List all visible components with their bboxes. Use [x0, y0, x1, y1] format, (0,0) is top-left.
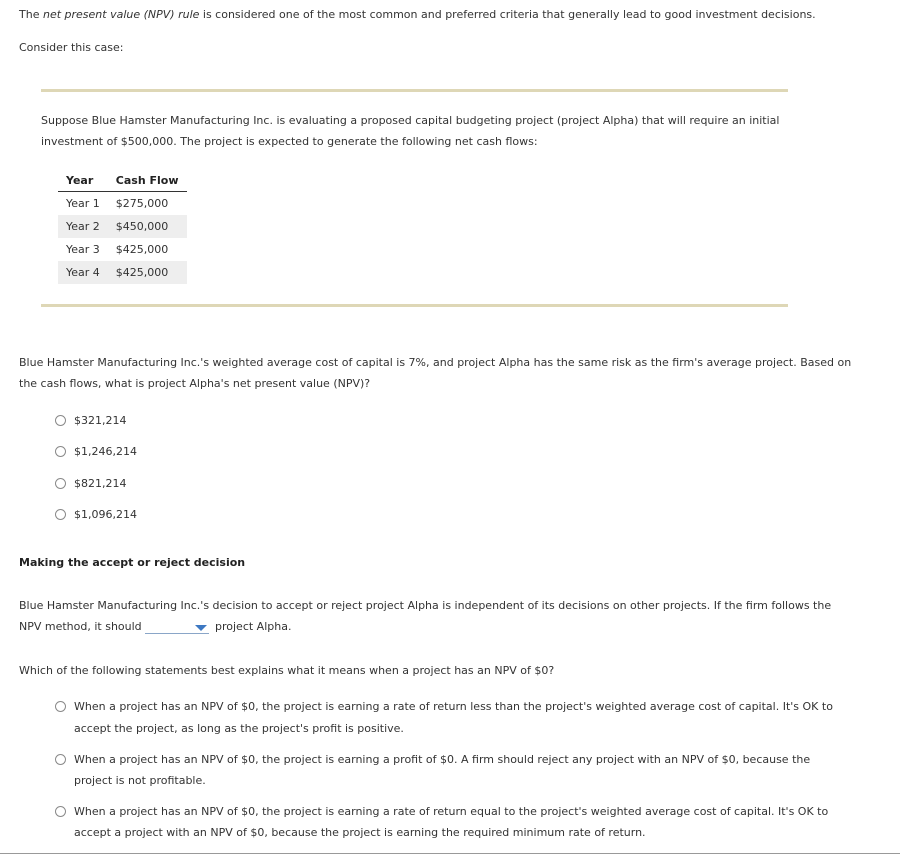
row-cash: $450,000: [108, 215, 187, 238]
cash-flow-table: [58, 170, 187, 284]
bottom-divider: [0, 853, 900, 854]
npv-option-3-radio[interactable]: [55, 478, 66, 489]
table-row: [58, 215, 187, 238]
table-row: [58, 192, 187, 216]
npv-option-1-label[interactable]: $321,214: [74, 414, 127, 427]
npv0-option-2-line2[interactable]: project is not profitable.: [74, 774, 206, 787]
npv-option-4-radio[interactable]: [55, 509, 66, 520]
npv-option-2-label[interactable]: $1,246,214: [74, 445, 137, 458]
npv0-option-3-line2[interactable]: accept a project with an NPV of $0, because the project is earning the required minimum rate of return.: [74, 826, 646, 839]
row-year: Year 4: [58, 261, 108, 284]
intro-suffix: is considered one of the most common and preferred criteria that generally lead to good investment decisions.: [199, 8, 816, 21]
row-cash: $425,000: [108, 261, 187, 284]
npv0-option-2-radio[interactable]: [55, 754, 66, 765]
npv-option-1-radio[interactable]: [55, 415, 66, 426]
npv-option-3-label[interactable]: $821,214: [74, 477, 127, 490]
chevron-down-icon: [195, 625, 207, 631]
row-cash: $425,000: [115, 243, 169, 256]
question1-line1: Blue Hamster Manufacturing Inc.'s weighted average cost of capital is 7%, and project Alpha has the same risk as the firm's average project. Based on: [19, 356, 852, 369]
intro-term: net present value (NPV) rule: [42, 8, 200, 21]
table-row: [58, 238, 187, 261]
case-text-line1: Suppose Blue Hamster Manufacturing Inc. is evaluating a proposed capital budgeting project (project Alpha) that will require an initial: [41, 114, 780, 127]
section-heading: Making the accept or reject decision: [19, 556, 246, 569]
case-text-line2: investment of $500,000. The project is expected to generate the following net cash flows:: [41, 135, 538, 148]
npv0-option-1-line2[interactable]: accept the project, as long as the project's profit is positive.: [74, 722, 404, 735]
npv0-option-2-line1[interactable]: When a project has an NPV of $0, the project is earning a profit of $0. A firm should reject any project with an NPV of $0, because the: [74, 753, 811, 766]
section-line2-prefix: NPV method, it should: [19, 620, 142, 633]
npv0-option-3-radio[interactable]: [55, 806, 66, 817]
accept-reject-dropdown[interactable]: [145, 621, 209, 634]
npv-option-2-radio[interactable]: [55, 446, 66, 457]
case-top-rule: [41, 89, 788, 92]
row-cash: $275,000: [115, 197, 169, 210]
row-year: Year 3: [66, 243, 100, 256]
header-cash-flow: Cash Flow: [108, 170, 187, 192]
case-bottom-rule: [41, 304, 788, 307]
question1-line2: the cash flows, what is project Alpha's net present value (NPV)?: [19, 377, 371, 390]
npv0-option-1-radio[interactable]: [55, 701, 66, 712]
intro-prefix: The: [19, 8, 43, 21]
npv0-option-3-line1[interactable]: When a project has an NPV of $0, the project is earning a rate of return equal to the project's weighted average cost of capital. It's OK to: [74, 805, 829, 818]
consider-text: Consider this case:: [19, 41, 124, 54]
row-year: Year 1: [66, 197, 100, 210]
npv-option-4-label[interactable]: $1,096,214: [74, 508, 137, 521]
question2-prompt: Which of the following statements best explains what it means when a project has an NPV of $0?: [19, 664, 555, 677]
header-year: Year: [58, 170, 108, 192]
table-header-row: [58, 170, 187, 192]
table-row: [58, 261, 187, 284]
npv0-option-1-line1[interactable]: When a project has an NPV of $0, the project is earning a rate of return less than the project's weighted average cost of capital. It's OK to: [74, 700, 833, 713]
section-line1: Blue Hamster Manufacturing Inc.'s decision to accept or reject project Alpha is independent of its decisions on other projects. If the firm follows the: [19, 599, 832, 612]
intro-text: [19, 4, 816, 25]
row-year: Year 2: [58, 215, 108, 238]
section-line2-suffix: project Alpha.: [215, 620, 292, 633]
